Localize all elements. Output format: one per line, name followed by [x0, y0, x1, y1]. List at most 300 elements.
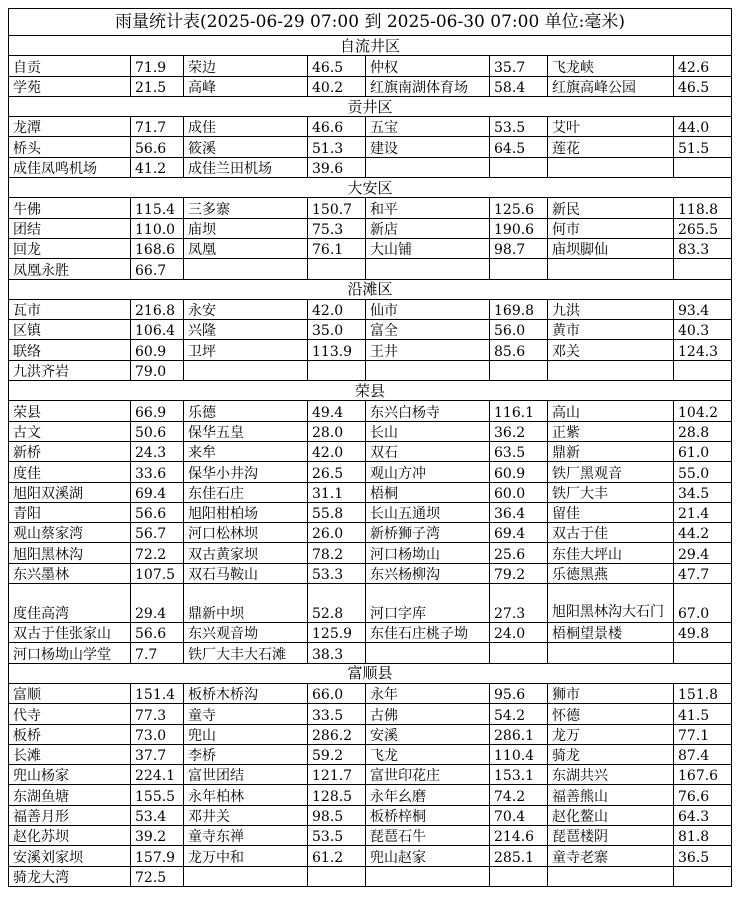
station-name: 板桥: [9, 724, 131, 744]
station-name: 永年柏林: [184, 785, 308, 805]
table-row: [9, 563, 732, 583]
station-name: 赵化苏坝: [9, 825, 131, 845]
table-row: [9, 584, 732, 623]
rainfall-value: 87.4: [674, 744, 732, 764]
station-name: 何市: [548, 218, 674, 238]
rainfall-value: 98.5: [308, 805, 366, 825]
table-row: [9, 462, 732, 482]
station-name: 富世团结: [184, 765, 308, 785]
rainfall-value: 125.6: [490, 198, 548, 218]
table-row: [9, 825, 732, 845]
station-name: 莲花: [548, 137, 674, 157]
district-name: 荣县: [9, 381, 732, 401]
station-name: 飞龙: [366, 744, 490, 764]
station-name: 河口杨坳山: [366, 543, 490, 563]
station-name: 王井: [366, 340, 490, 360]
station-name: 鼎新中坝: [184, 584, 308, 623]
table-row: [9, 765, 732, 785]
station-name: 观山方冲: [366, 462, 490, 482]
rainfall-value: 21.4: [674, 502, 732, 522]
station-name: 区镇: [9, 320, 131, 340]
station-name: 庙坝: [184, 218, 308, 238]
table-row: [9, 744, 732, 764]
rainfall-value: 72.5: [131, 866, 184, 886]
station-name: 梧桐: [366, 482, 490, 502]
rainfall-value: 216.8: [131, 299, 184, 319]
table-row: [9, 502, 732, 522]
empty-cell: [674, 259, 732, 279]
station-name: 永年幺磨: [366, 785, 490, 805]
rainfall-value: 49.8: [674, 623, 732, 643]
rainfall-value: 53.4: [131, 805, 184, 825]
rainfall-value: 53.3: [308, 563, 366, 583]
rainfall-value: 56.6: [131, 137, 184, 157]
station-name: 卫坪: [184, 340, 308, 360]
station-name: 三多寨: [184, 198, 308, 218]
rainfall-value: 21.5: [131, 76, 184, 96]
rainfall-value: 40.2: [308, 76, 366, 96]
table-row: [9, 724, 732, 744]
rainfall-value: 79.2: [490, 563, 548, 583]
station-name: 童寺东禅: [184, 825, 308, 845]
station-name: 富全: [366, 320, 490, 340]
station-name: 双石马鞍山: [184, 563, 308, 583]
station-name: 东兴观音坳: [184, 623, 308, 643]
station-name: 东湖鱼塘: [9, 785, 131, 805]
rainfall-value: 265.5: [674, 218, 732, 238]
district-header-row: [9, 381, 732, 401]
rainfall-value: 7.7: [131, 643, 184, 663]
table-row: [9, 320, 732, 340]
rainfall-value: 28.8: [674, 421, 732, 441]
empty-cell: [366, 360, 490, 380]
rainfall-value: 49.4: [308, 401, 366, 421]
station-name: 铁厂大丰: [548, 482, 674, 502]
station-name: 新店: [366, 218, 490, 238]
rainfall-value: 157.9: [131, 846, 184, 866]
rainfall-value: 286.2: [308, 724, 366, 744]
district-header-row: [9, 178, 732, 198]
rainfall-value: 31.1: [308, 482, 366, 502]
station-name: 东兴白杨寺: [366, 401, 490, 421]
rainfall-value: 55.8: [308, 502, 366, 522]
station-name: 双古于佳张家山: [9, 623, 131, 643]
station-name: 李桥: [184, 744, 308, 764]
empty-cell: [366, 157, 490, 177]
district-header-row: [9, 663, 732, 683]
table-row: [9, 198, 732, 218]
table-row: [9, 117, 732, 137]
rainfall-value: 42.6: [674, 56, 732, 76]
rainfall-value: 39.2: [131, 825, 184, 845]
rainfall-value: 64.5: [490, 137, 548, 157]
station-name: 度佳高湾: [9, 584, 131, 623]
rainfall-value: 93.4: [674, 299, 732, 319]
empty-cell: [490, 259, 548, 279]
rainfall-value: 155.5: [131, 785, 184, 805]
district-header-row: [9, 279, 732, 299]
rainfall-value: 53.5: [490, 117, 548, 137]
station-name: 成佳兰田机场: [184, 157, 308, 177]
empty-cell: [366, 866, 490, 886]
station-name: 铁厂大丰大石滩: [184, 643, 308, 663]
station-name: 黄市: [548, 320, 674, 340]
station-name: 河口松林坝: [184, 523, 308, 543]
rainfall-value: 116.1: [490, 401, 548, 421]
table-row: [9, 785, 732, 805]
rainfall-value: 26.0: [308, 523, 366, 543]
rainfall-value: 50.6: [131, 421, 184, 441]
rainfall-value: 41.2: [131, 157, 184, 177]
table-row: [9, 401, 732, 421]
station-name: 观山蔡家湾: [9, 523, 131, 543]
station-name: 福善熊山: [548, 785, 674, 805]
station-name: 兜山赵家: [366, 846, 490, 866]
rainfall-value: 115.4: [131, 198, 184, 218]
rainfall-value: 47.7: [674, 563, 732, 583]
district-name: 富顺县: [9, 663, 732, 683]
station-name: 龙万: [548, 724, 674, 744]
station-name: 团结: [9, 218, 131, 238]
station-name: 建设: [366, 137, 490, 157]
station-name: 自贡: [9, 56, 131, 76]
station-name: 红旗南湖体育场: [366, 76, 490, 96]
station-name: 长山: [366, 421, 490, 441]
rainfall-value: 95.6: [490, 683, 548, 703]
rainfall-value: 36.4: [490, 502, 548, 522]
rainfall-table: [8, 8, 732, 887]
rainfall-value: 106.4: [131, 320, 184, 340]
rainfall-value: 29.4: [674, 543, 732, 563]
station-name: 成佳凤鸣机场: [9, 157, 131, 177]
station-name: 庙坝脚仙: [548, 238, 674, 258]
rainfall-value: 169.8: [490, 299, 548, 319]
empty-cell: [490, 157, 548, 177]
table-row: [9, 643, 732, 663]
rainfall-value: 107.5: [131, 563, 184, 583]
station-name: 东佳石庄: [184, 482, 308, 502]
rainfall-value: 56.6: [131, 623, 184, 643]
rainfall-value: 63.5: [490, 441, 548, 461]
station-name: 东兴杨柳沟: [366, 563, 490, 583]
station-name: 九洪齐岩: [9, 360, 131, 380]
rainfall-value: 25.6: [490, 543, 548, 563]
district-name: 自流井区: [9, 36, 732, 56]
rainfall-value: 153.1: [490, 765, 548, 785]
rainfall-value: 24.0: [490, 623, 548, 643]
rainfall-value: 110.4: [490, 744, 548, 764]
rainfall-value: 121.7: [308, 765, 366, 785]
rainfall-value: 77.1: [674, 724, 732, 744]
station-name: 飞龙峡: [548, 56, 674, 76]
station-name: 富世印花庄: [366, 765, 490, 785]
table-row: [9, 805, 732, 825]
station-name: 荣边: [184, 56, 308, 76]
station-name: 筱溪: [184, 137, 308, 157]
station-name: 回龙: [9, 238, 131, 258]
rainfall-value: 128.5: [308, 785, 366, 805]
station-name: 兴隆: [184, 320, 308, 340]
rainfall-value: 33.6: [131, 462, 184, 482]
empty-cell: [548, 259, 674, 279]
district-header-row: [9, 36, 732, 56]
rainfall-value: 51.5: [674, 137, 732, 157]
rainfall-value: 39.6: [308, 157, 366, 177]
station-name: 凤凰: [184, 238, 308, 258]
rainfall-value: 113.9: [308, 340, 366, 360]
rainfall-value: 37.7: [131, 744, 184, 764]
rainfall-value: 110.0: [131, 218, 184, 238]
rainfall-value: 71.9: [131, 56, 184, 76]
rainfall-value: 56.0: [490, 320, 548, 340]
station-name: 东佳大坪山: [548, 543, 674, 563]
empty-cell: [308, 360, 366, 380]
station-name: 双石: [366, 441, 490, 461]
empty-cell: [674, 643, 732, 663]
rainfall-value: 35.0: [308, 320, 366, 340]
station-name: 桥头: [9, 137, 131, 157]
rainfall-value: 76.6: [674, 785, 732, 805]
rainfall-value: 66.7: [131, 259, 184, 279]
station-name: 五宝: [366, 117, 490, 137]
station-name: 新桥狮子湾: [366, 523, 490, 543]
station-name: 板桥木桥沟: [184, 683, 308, 703]
station-name: 永安: [184, 299, 308, 319]
station-name: 河口杨坳山学堂: [9, 643, 131, 663]
station-name: 高山: [548, 401, 674, 421]
rainfall-value: 36.5: [674, 846, 732, 866]
station-name: 兜山杨家: [9, 765, 131, 785]
rainfall-value: 36.2: [490, 421, 548, 441]
rainfall-value: 28.0: [308, 421, 366, 441]
rainfall-value: 33.5: [308, 704, 366, 724]
rainfall-value: 190.6: [490, 218, 548, 238]
station-name: 怀德: [548, 704, 674, 724]
rainfall-value: 77.3: [131, 704, 184, 724]
station-name: 邓关: [548, 340, 674, 360]
rainfall-value: 55.0: [674, 462, 732, 482]
rainfall-value: 214.6: [490, 825, 548, 845]
rainfall-value: 46.5: [308, 56, 366, 76]
rainfall-value: 151.4: [131, 683, 184, 703]
station-name: 度佳: [9, 462, 131, 482]
empty-cell: [548, 157, 674, 177]
rainfall-value: 286.1: [490, 724, 548, 744]
district-name: 大安区: [9, 178, 732, 198]
rainfall-value: 29.4: [131, 584, 184, 623]
rainfall-value: 118.8: [674, 198, 732, 218]
rainfall-value: 72.2: [131, 543, 184, 563]
station-name: 富顺: [9, 683, 131, 703]
rainfall-value: 125.9: [308, 623, 366, 643]
rainfall-value: 40.3: [674, 320, 732, 340]
rainfall-value: 56.7: [131, 523, 184, 543]
station-name: 乐德: [184, 401, 308, 421]
rainfall-value: 46.6: [308, 117, 366, 137]
table-row: [9, 137, 732, 157]
rainfall-value: 168.6: [131, 238, 184, 258]
station-name: 福善月形: [9, 805, 131, 825]
station-name: 九洪: [548, 299, 674, 319]
empty-cell: [308, 259, 366, 279]
table-row: [9, 441, 732, 461]
table-row: [9, 421, 732, 441]
station-name: 琵琶石牛: [366, 825, 490, 845]
station-name: 大山铺: [366, 238, 490, 258]
empty-cell: [366, 643, 490, 663]
empty-cell: [366, 259, 490, 279]
rainfall-value: 69.4: [490, 523, 548, 543]
table-row: [9, 846, 732, 866]
rainfall-value: 66.0: [308, 683, 366, 703]
station-name: 牛佛: [9, 198, 131, 218]
empty-cell: [184, 259, 308, 279]
station-name: 长滩: [9, 744, 131, 764]
empty-cell: [490, 866, 548, 886]
rainfall-value: 224.1: [131, 765, 184, 785]
rainfall-value: 124.3: [674, 340, 732, 360]
station-name: 正紫: [548, 421, 674, 441]
station-name: 河口字库: [366, 584, 490, 623]
rainfall-value: 83.3: [674, 238, 732, 258]
rainfall-value: 46.5: [674, 76, 732, 96]
rainfall-value: 78.2: [308, 543, 366, 563]
station-name: 童寺老寨: [548, 846, 674, 866]
station-name: 保华小井沟: [184, 462, 308, 482]
rainfall-value: 73.0: [131, 724, 184, 744]
district-header-row: [9, 96, 732, 116]
empty-cell: [548, 866, 674, 886]
rainfall-value: 26.5: [308, 462, 366, 482]
rainfall-value: 151.8: [674, 683, 732, 703]
table-row: [9, 683, 732, 703]
empty-cell: [548, 643, 674, 663]
station-name: 骑龙: [548, 744, 674, 764]
rainfall-value: 24.3: [131, 441, 184, 461]
rainfall-value: 52.8: [308, 584, 366, 623]
station-name: 新桥: [9, 441, 131, 461]
station-name: 旭阳双溪湖: [9, 482, 131, 502]
rainfall-value: 75.3: [308, 218, 366, 238]
station-name: 鼎新: [548, 441, 674, 461]
district-name: 贡井区: [9, 96, 732, 116]
empty-cell: [674, 157, 732, 177]
empty-cell: [548, 360, 674, 380]
table-row: [9, 56, 732, 76]
empty-cell: [490, 643, 548, 663]
station-name: 仙市: [366, 299, 490, 319]
table-row: [9, 259, 732, 279]
station-name: 双古黄家坝: [184, 543, 308, 563]
station-name: 长山五通坝: [366, 502, 490, 522]
station-name: 旭阳黑林沟: [9, 543, 131, 563]
station-name: 瓦市: [9, 299, 131, 319]
station-name: 新民: [548, 198, 674, 218]
station-name: 邓井关: [184, 805, 308, 825]
rainfall-value: 42.0: [308, 299, 366, 319]
station-name: 代寺: [9, 704, 131, 724]
rainfall-value: 35.7: [490, 56, 548, 76]
table-row: [9, 76, 732, 96]
station-name: 来牟: [184, 441, 308, 461]
station-name: 兜山: [184, 724, 308, 744]
rainfall-value: 81.8: [674, 825, 732, 845]
rainfall-value: 150.7: [308, 198, 366, 218]
rainfall-value: 51.3: [308, 137, 366, 157]
rainfall-value: 61.2: [308, 846, 366, 866]
station-name: 保华五皇: [184, 421, 308, 441]
rainfall-value: 44.0: [674, 117, 732, 137]
station-name: 高峰: [184, 76, 308, 96]
table-row: [9, 299, 732, 319]
rainfall-value: 69.4: [131, 482, 184, 502]
rainfall-value: 34.5: [674, 482, 732, 502]
station-name: 铁厂黑观音: [548, 462, 674, 482]
station-name: 成佳: [184, 117, 308, 137]
table-title: 雨量统计表(2025-06-29 07:00 到 2025-06-30 07:00 单位:毫米): [9, 9, 732, 36]
rainfall-value: 44.2: [674, 523, 732, 543]
rainfall-value: 104.2: [674, 401, 732, 421]
table-row: [9, 157, 732, 177]
station-name: 龙潭: [9, 117, 131, 137]
station-name: 梧桐望景楼: [548, 623, 674, 643]
table-row: [9, 218, 732, 238]
table-row: [9, 623, 732, 643]
station-name: 安溪: [366, 724, 490, 744]
station-name: 红旗高峰公园: [548, 76, 674, 96]
rainfall-value: 98.7: [490, 238, 548, 258]
rainfall-value: 42.0: [308, 441, 366, 461]
station-name: 青阳: [9, 502, 131, 522]
station-name: 东湖共兴: [548, 765, 674, 785]
rainfall-value: 38.3: [308, 643, 366, 663]
station-name: 乐德黑燕: [548, 563, 674, 583]
rainfall-value: 61.0: [674, 441, 732, 461]
station-name: 永年: [366, 683, 490, 703]
rainfall-value: 85.6: [490, 340, 548, 360]
district-name: 沿滩区: [9, 279, 732, 299]
rainfall-value: 41.5: [674, 704, 732, 724]
table-row: [9, 340, 732, 360]
rainfall-value: 64.3: [674, 805, 732, 825]
rainfall-value: 60.9: [490, 462, 548, 482]
station-name: 旭阳柑柏场: [184, 502, 308, 522]
table-row: [9, 523, 732, 543]
station-name: 狮市: [548, 683, 674, 703]
table-row: [9, 482, 732, 502]
station-name: 东兴墨林: [9, 563, 131, 583]
table-row: [9, 238, 732, 258]
rainfall-value: 60.0: [490, 482, 548, 502]
rainfall-value: 66.9: [131, 401, 184, 421]
rainfall-value: 27.3: [490, 584, 548, 623]
empty-cell: [674, 866, 732, 886]
rainfall-value: 70.4: [490, 805, 548, 825]
rainfall-value: 167.6: [674, 765, 732, 785]
station-name: 古佛: [366, 704, 490, 724]
rainfall-value: 58.4: [490, 76, 548, 96]
rainfall-value: 67.0: [674, 584, 732, 623]
station-name: 仲权: [366, 56, 490, 76]
station-name: 荣县: [9, 401, 131, 421]
rainfall-value: 56.6: [131, 502, 184, 522]
station-name: 安溪刘家坝: [9, 846, 131, 866]
station-name: 古文: [9, 421, 131, 441]
rainfall-value: 54.2: [490, 704, 548, 724]
station-name: 赵化鳌山: [548, 805, 674, 825]
rainfall-value: 59.2: [308, 744, 366, 764]
station-name: 童寺: [184, 704, 308, 724]
